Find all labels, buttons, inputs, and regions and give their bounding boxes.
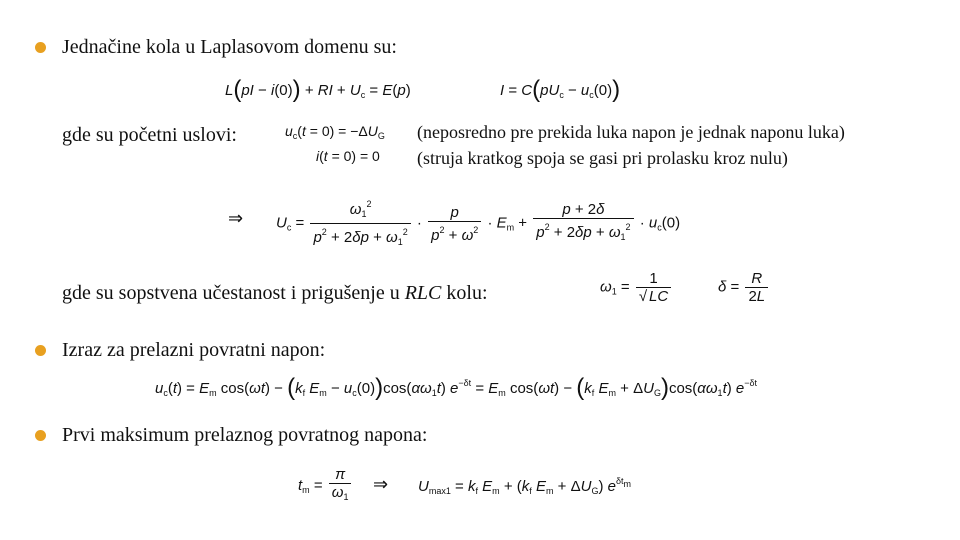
natural-label-pre: gde su sopstvena učestanost i prigušenje u xyxy=(62,282,405,304)
equation-omega1: $\omega_1$ = $\frac{1}{√ LC}$ xyxy=(600,270,673,305)
equation-tm: $t_m$ = $\frac{\pi}{\omega_1}$ xyxy=(298,466,353,506)
equation-initial-voltage: $u_c(t = 0) = -\Delta U_G$ xyxy=(285,123,385,141)
bullet-text-2: Izraz za prelazni povratni napon: xyxy=(62,339,326,361)
natural-frequency-label xyxy=(62,282,488,304)
equation-initial-current: i(t = 0) = 0 xyxy=(316,148,380,164)
equation-uc-solution: $U_c$ = $\frac{\omega_1^2}{p^2 + 2\delta p + \omega_1^2}$ · $\frac{p}{p^2 + \omega^2}$ · $E_m$ + $\frac{p + 2\delta}{p^2 + 2\delta p + \omega_1^2}$ · $u_c(0)$ xyxy=(276,196,680,251)
note-current-zero: (struja kratkog spoja se gasi pri prolasku kroz nulu) xyxy=(417,148,788,168)
bullet-marker-3 xyxy=(35,430,46,441)
bullet-text-3: Prvi maksimum prelaznog povratnog napona: xyxy=(62,424,428,446)
natural-label-rlc: RLC xyxy=(404,282,442,304)
initial-conditions-label: gde su početni uslovi: xyxy=(62,124,237,146)
natural-label-post: kolu: xyxy=(441,282,488,304)
implies-arrow-1: ⇒ xyxy=(228,208,244,228)
bullet-marker-1 xyxy=(35,42,46,53)
equation-trv: $u_c(t) = E_m$ $\cos(\omega t) - (k_f$ $E_m - u_c(0))\cos(\alpha\omega_1t)$ $e^{-\delta t} = E_m$ $\cos(\omega t) - (k_f$ $E_m + \Delta U_G)\cos(\alpha\omega_1t)$ $e^{-\delta t}$ xyxy=(155,374,758,401)
equation-delta: δ = $\frac{R}{2L}$ xyxy=(718,270,770,305)
bullet-text-1: Jednačine kola u Laplasovom domenu su: xyxy=(62,36,397,58)
equation-umax: $U_{max1} = k_f$ $E_m + (k_f$ $E_m + \Delta U_G$) $e^{\delta t_m}$ xyxy=(418,476,631,496)
bullet-marker-2 xyxy=(35,345,46,356)
equation-laplace-2: $I = C(pU_c - u_c(0))$ xyxy=(500,76,621,103)
note-arc-voltage: (neposredno pre prekida luka napon je jednak naponu luka) xyxy=(417,122,845,142)
implies-arrow-2: ⇒ xyxy=(373,474,389,494)
equation-laplace-1: L(pI − i(0)) + RI + $U_c = E(p)$ xyxy=(225,76,411,103)
